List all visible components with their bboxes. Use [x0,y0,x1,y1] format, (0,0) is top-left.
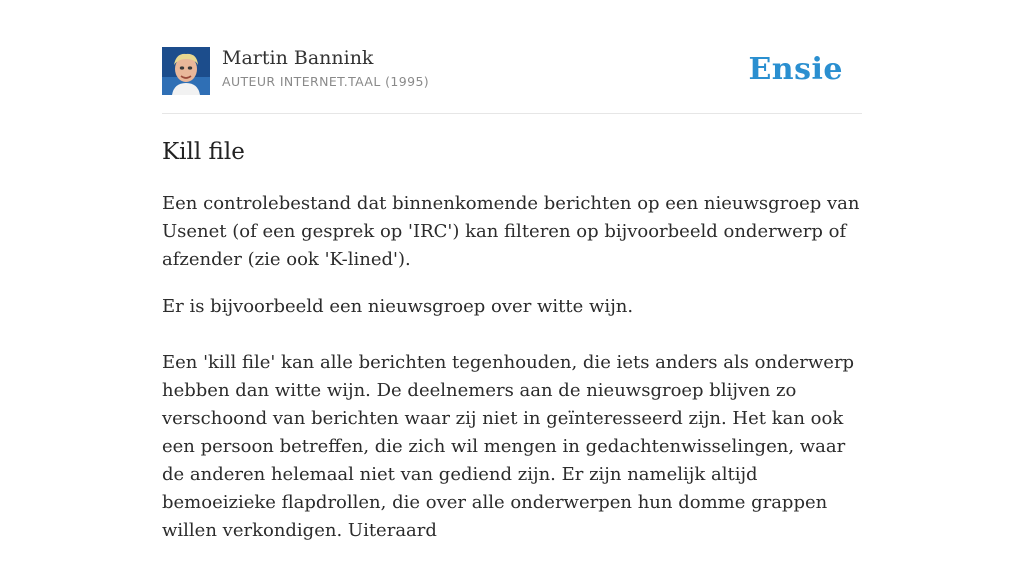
header-divider [162,113,862,114]
entry-paragraph: Een 'kill file' kan alle berichten tegenhouden, die iets anders als onderwerp hebben dan witte wijn. De deelnemers aan de nieuwsgroep blijven zo verschoond van berichten waar zij niet in geïnteresseerd zijn. Het kan ook een persoon betreffen, die zich wil mengen in gedachtenwisselingen, waar de anderen helemaal niet van gediend zijn. Er zijn namelijk altijd bemoeizieke flapdrollen, die over alle onderwerpen hun domme grappen willen verkondigen. Uiteraard [162,352,855,541]
author-avatar[interactable] [162,47,210,95]
brand-logo[interactable]: Ensie [748,52,843,87]
entry-paragraph: Er is bijvoorbeeld een nieuwsgroep over witte wijn. [162,296,634,317]
entry-card [162,0,862,541]
author-header [162,46,862,96]
entry-body [162,190,862,564]
avatar-photo-icon [162,47,210,95]
author-role: AUTEUR INTERNET.TAAL (1995) [222,74,430,89]
entry-title: Kill file [162,139,245,165]
entry-paragraph: Een controlebestand dat binnenkomende berichten op een nieuwsgroep van Usenet (of een gesprek op 'IRC') kan filteren op bijvoorbeeld onderwerp of afzender (zie ook 'K-lined'). [162,193,860,270]
author-name[interactable]: Martin Bannink [222,47,374,69]
